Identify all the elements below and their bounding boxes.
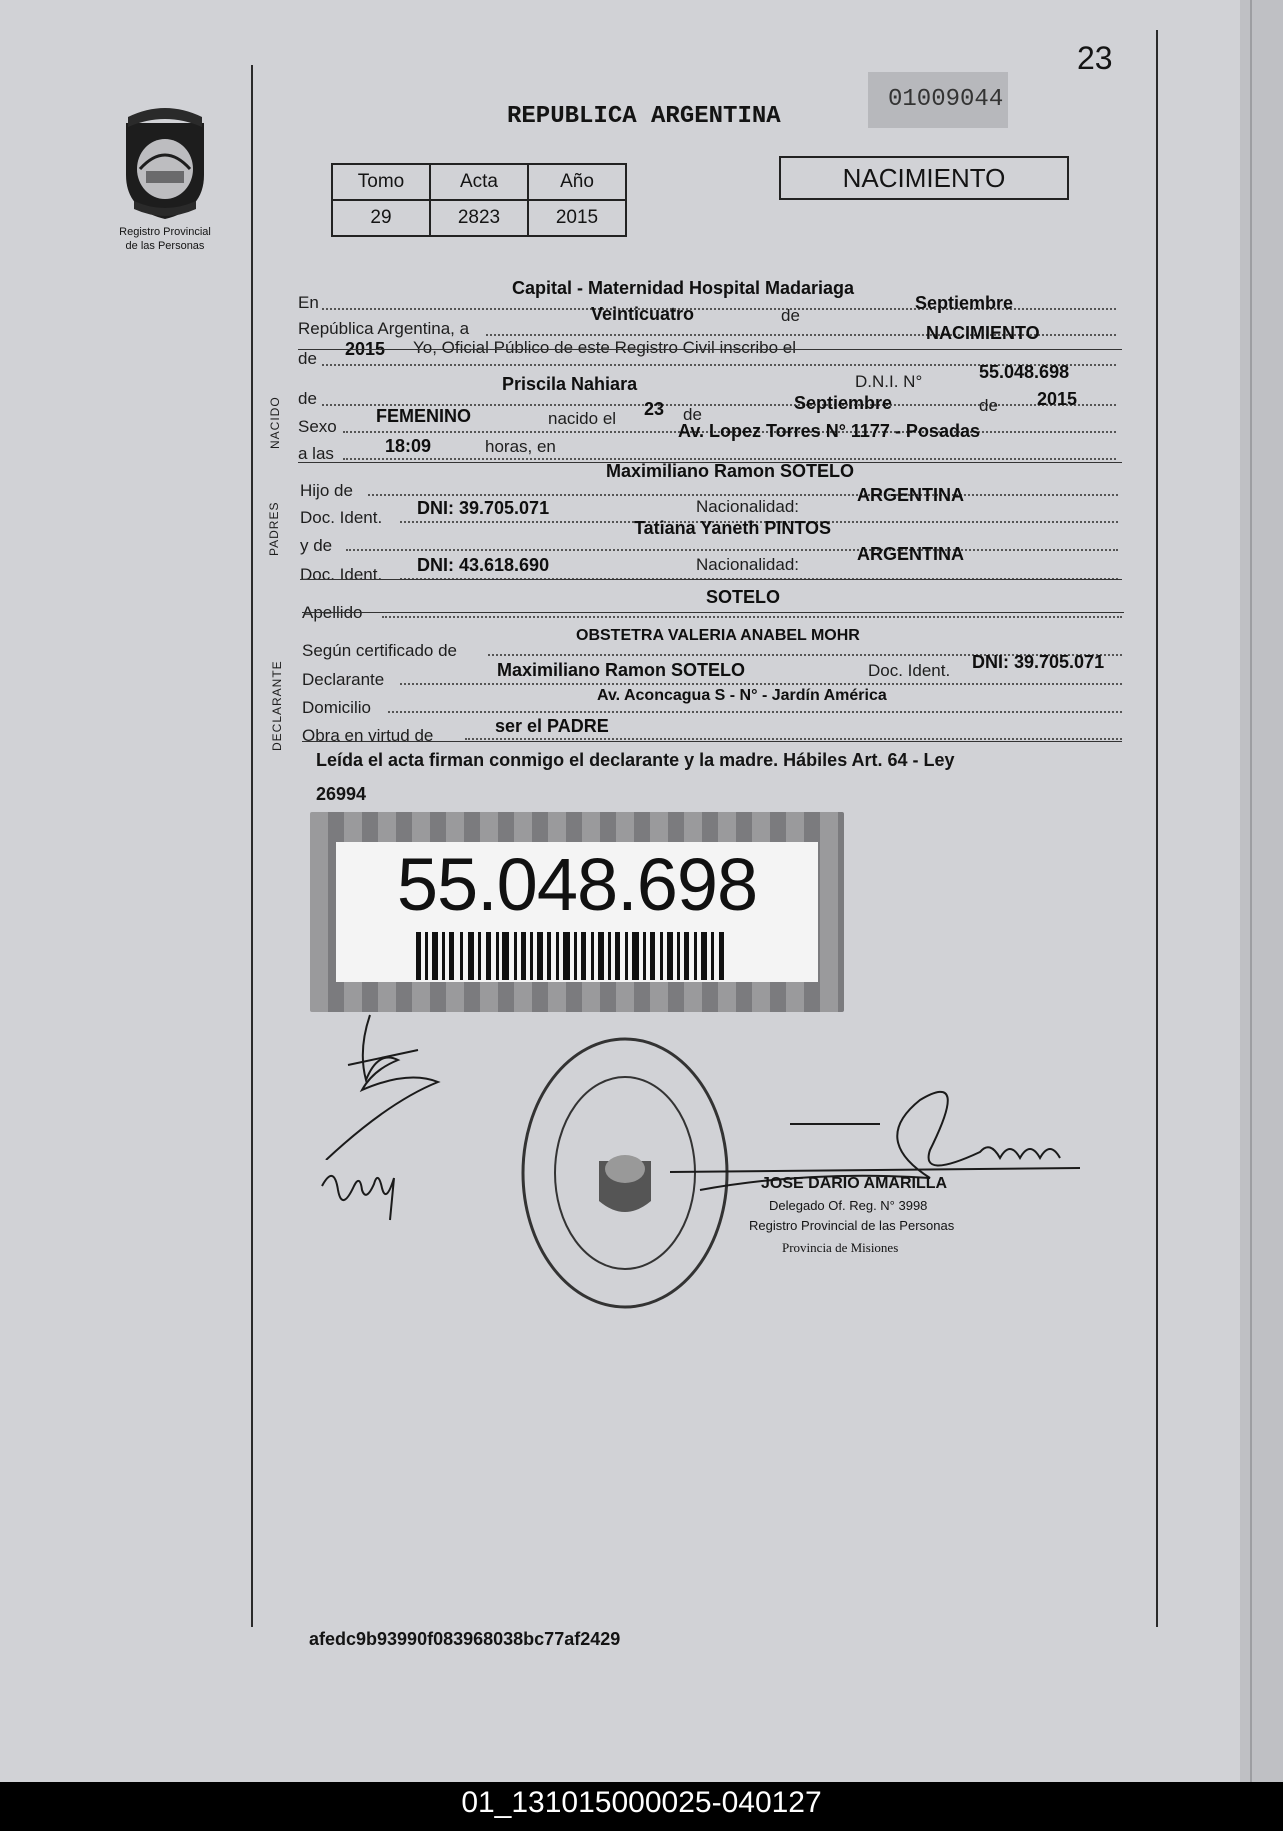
- de-label: de: [781, 306, 800, 325]
- mother-signature: [316, 1156, 406, 1226]
- left-margin-line: [251, 65, 253, 1627]
- nacido-dni-value: 55.048.698: [979, 362, 1070, 382]
- horas-en-label: horas, en: [485, 437, 556, 456]
- padre-doc-value: DNI: 39.705.071: [417, 498, 550, 518]
- official-name: JOSE DARIO AMARILLA: [761, 1175, 948, 1192]
- declarant-signature: [318, 1010, 478, 1160]
- domicilio-value: Av. Aconcagua S - N° - Jardín América: [597, 687, 887, 704]
- serial-number: 01009044: [888, 86, 1004, 113]
- hijo-de-label: Hijo de: [300, 481, 353, 500]
- tomo-header: Tomo: [332, 164, 430, 200]
- en-value: Capital - Maternidad Hospital Madariaga: [512, 278, 855, 298]
- dotted-line: [382, 616, 1122, 618]
- dotted-line: [400, 683, 1122, 685]
- y-de-label: y de: [300, 536, 333, 555]
- dotted-line: [343, 458, 1116, 460]
- declarante-label: Declarante: [302, 670, 385, 689]
- padres-section-label: PADRES: [267, 501, 281, 556]
- certificado-value: OBSTETRA VALERIA ANABEL MOHR: [576, 627, 860, 644]
- declarante-value: Maximiliano Ramon SOTELO: [497, 660, 746, 680]
- nacido-anio-value: 2015: [1037, 389, 1078, 409]
- declarante-doc-label: Doc. Ident.: [868, 661, 951, 680]
- declarante-section-label: DECLARANTE: [270, 660, 284, 751]
- barcode-panel: [336, 842, 818, 982]
- dia-registro-value: Veinticuatro: [591, 304, 695, 324]
- ano-header: Año: [528, 164, 626, 200]
- nacido-dia-value: 23: [644, 399, 665, 419]
- lugar-value: Av. Lopez Torres N° 1177 - Posadas: [678, 421, 980, 441]
- republica-label: República Argentina, a: [298, 319, 470, 338]
- padre-nac-value: ARGENTINA: [857, 485, 964, 505]
- padre-doc-label: Doc. Ident.: [300, 508, 383, 527]
- closing-line-1: Leída el acta firman conmigo el declarante y la madre. Hábiles Art. 64 - Ley: [316, 750, 955, 770]
- section-divider: [302, 741, 1122, 742]
- acta-value: 2823: [430, 200, 528, 236]
- nacido-de2-label: de: [683, 405, 702, 424]
- section-divider: [298, 349, 1122, 350]
- madre-nac-value: ARGENTINA: [857, 544, 964, 564]
- inscripcion-value: NACIMIENTO: [926, 323, 1040, 343]
- nacido-section-label: NACIDO: [268, 396, 282, 449]
- ano-value: 2015: [528, 200, 626, 236]
- a-las-label: a las: [298, 444, 334, 463]
- seal-caption-2: de las Personas: [125, 240, 205, 252]
- acta-header: Acta: [430, 164, 528, 200]
- nacido-de3-label: de: [979, 396, 998, 415]
- record-type-box: NACIMIENTO: [779, 156, 1069, 200]
- madre-doc-value: DNI: 43.618.690: [417, 555, 550, 575]
- apellido-value: SOTELO: [706, 587, 781, 607]
- dotted-line: [346, 549, 1118, 551]
- madre-value: Tatiana Yaneth PINTOS: [634, 518, 832, 538]
- official-title: Delegado Of. Reg. N° 3998: [769, 1198, 928, 1213]
- section-divider: [302, 612, 1124, 613]
- domicilio-label: Domicilio: [302, 698, 371, 717]
- barcode-number: 55.048.698: [396, 843, 758, 926]
- dni-barcode-label: [310, 812, 844, 1012]
- madre-doc-label: Doc. Ident.: [300, 565, 383, 584]
- dotted-line: [368, 494, 1118, 496]
- padre-nac-label: Nacionalidad:: [696, 497, 800, 516]
- madre-nac-label: Nacionalidad:: [696, 555, 800, 574]
- document-hash: afedc9b93990f083968038bc77af2429: [309, 1629, 621, 1649]
- mes-registro-value: Septiembre: [915, 293, 1014, 313]
- de2-label: de: [298, 349, 317, 368]
- tomo-acta-ano-table: [331, 163, 627, 237]
- obra-label: Obra en virtud de: [302, 726, 434, 745]
- padre-value: Maximiliano Ramon SOTELO: [606, 461, 855, 481]
- country-title: REPUBLICA ARGENTINA: [507, 103, 781, 130]
- segun-label: Según certificado de: [302, 641, 457, 660]
- official-signature: [670, 1040, 1090, 1220]
- page-edge: [1240, 0, 1283, 1782]
- section-divider: [300, 579, 1122, 580]
- apellido-label: Apellido: [302, 603, 363, 622]
- nacido-nombre-value: Priscila Nahiara: [502, 374, 638, 394]
- sexo-label: Sexo: [298, 417, 337, 436]
- right-margin-line: [1156, 30, 1158, 1627]
- declarante-doc-value: DNI: 39.705.071: [972, 652, 1105, 672]
- province-seal: [116, 105, 214, 223]
- page-number: 23: [1077, 40, 1113, 76]
- footer-id: 01_131015000025-040127: [461, 1786, 822, 1819]
- nacido-de-label: de: [298, 389, 317, 408]
- sexo-value: FEMENINO: [376, 406, 472, 426]
- dni-label: D.N.I. N°: [855, 372, 923, 391]
- anio-registro-value: 2015: [345, 339, 386, 359]
- seal-caption-1: Registro Provincial: [119, 226, 211, 238]
- nacido-mes-value: Septiembre: [794, 393, 893, 413]
- dotted-line: [388, 711, 1122, 713]
- nacido-el-label: nacido el: [548, 409, 617, 428]
- obra-value: ser el PADRE: [495, 716, 609, 736]
- tomo-value: 29: [332, 200, 430, 236]
- dotted-line: [465, 738, 1122, 740]
- official-registry: Registro Provincial de las Personas: [749, 1218, 955, 1233]
- en-label: En: [298, 293, 319, 312]
- barcode-bars: [416, 932, 736, 985]
- closing-line-2: 26994: [316, 784, 367, 804]
- official-province: Provincia de Misiones: [782, 1240, 899, 1255]
- yo-label: Yo, Oficial Público de este Registro Civil inscribo el: [413, 338, 796, 357]
- hora-value: 18:09: [385, 436, 432, 456]
- page-edge-line: [1250, 0, 1252, 1782]
